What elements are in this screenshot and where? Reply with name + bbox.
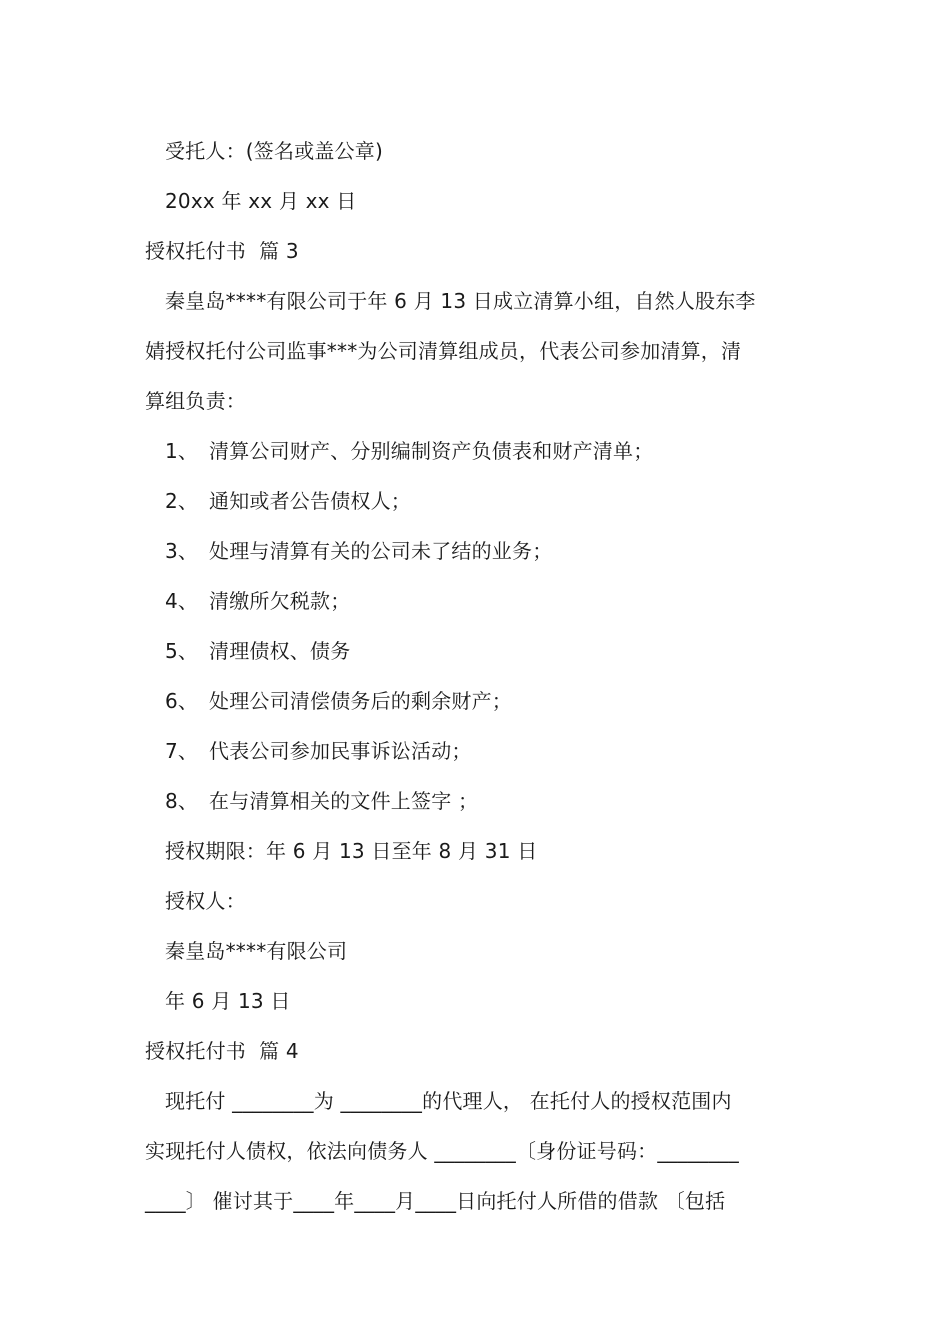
grant-date: 年 6 月 13 日	[165, 989, 291, 1013]
list-item-text: 处理公司清偿债务后的剩余财产；	[209, 689, 512, 713]
signature-date: 20xx 年 xx 月 xx 日	[165, 189, 357, 213]
list-item	[145, 576, 810, 626]
list-item-text: 清缴所欠税款；	[209, 589, 351, 613]
list-item-text: 通知或者公告债权人；	[209, 489, 411, 513]
document-page	[145, 126, 810, 1226]
list-item	[145, 526, 810, 576]
list-item-number: 6、	[165, 689, 199, 713]
list-item	[145, 476, 810, 526]
trustee-signature-line: 受托人：(签名或盖公章)	[165, 139, 384, 163]
list-item-text: 代表公司参加民事诉讼活动；	[209, 739, 472, 763]
grantor-label: 授权人：	[165, 889, 246, 913]
list-item-number: 7、	[165, 739, 199, 763]
authorization-period: 授权期限：年 6 月 13 日至年 8 月 31 日	[165, 839, 538, 863]
list-item-text: 清算公司财产、分别编制资产负债表和财产清单；	[209, 439, 654, 463]
section-4-heading: 授权托付书 篇 4	[145, 1039, 299, 1063]
list-item-number: 1、	[165, 439, 199, 463]
section-3-heading: 授权托付书 篇 3	[145, 239, 299, 263]
list-item	[145, 676, 810, 726]
list-item-text: 处理与清算有关的公司未了结的业务；	[209, 539, 553, 563]
section-3-paragraph-line-1: 秦皇岛****有限公司于年 6 月 13 日成立清算小组，自然人股东李	[165, 289, 756, 313]
list-item-number: 3、	[165, 539, 199, 563]
list-item-number: 4、	[165, 589, 199, 613]
list-item	[145, 726, 810, 776]
section-4-paragraph-line-3: ____〕 催讨其于____年____月____日向托付人所借的借款 〔包括	[145, 1189, 726, 1213]
list-item-number: 5、	[165, 639, 199, 663]
list-item-text: 清理债权、债务	[209, 639, 351, 663]
list-item-number: 8、	[165, 789, 199, 813]
list-item-number: 2、	[165, 489, 199, 513]
section-4-paragraph-line-2: 实现托付人债权，依法向债务人 ________〔身份证号码：________	[145, 1139, 739, 1163]
list-item	[145, 426, 810, 476]
grantor-name: 秦皇岛****有限公司	[165, 939, 348, 963]
section-3-paragraph-line-3: 算组负责：	[145, 389, 246, 413]
list-item-text: 在与清算相关的文件上签字 ；	[209, 789, 479, 813]
section-4-paragraph-line-1: 现托付 ________为 ________的代理人， 在托付人的授权范围内	[165, 1089, 732, 1113]
section-3-paragraph-line-2: 婧授权托付公司监事***为公司清算组成员，代表公司参加清算，清	[145, 339, 742, 363]
list-item	[145, 776, 810, 826]
list-item	[145, 626, 810, 676]
